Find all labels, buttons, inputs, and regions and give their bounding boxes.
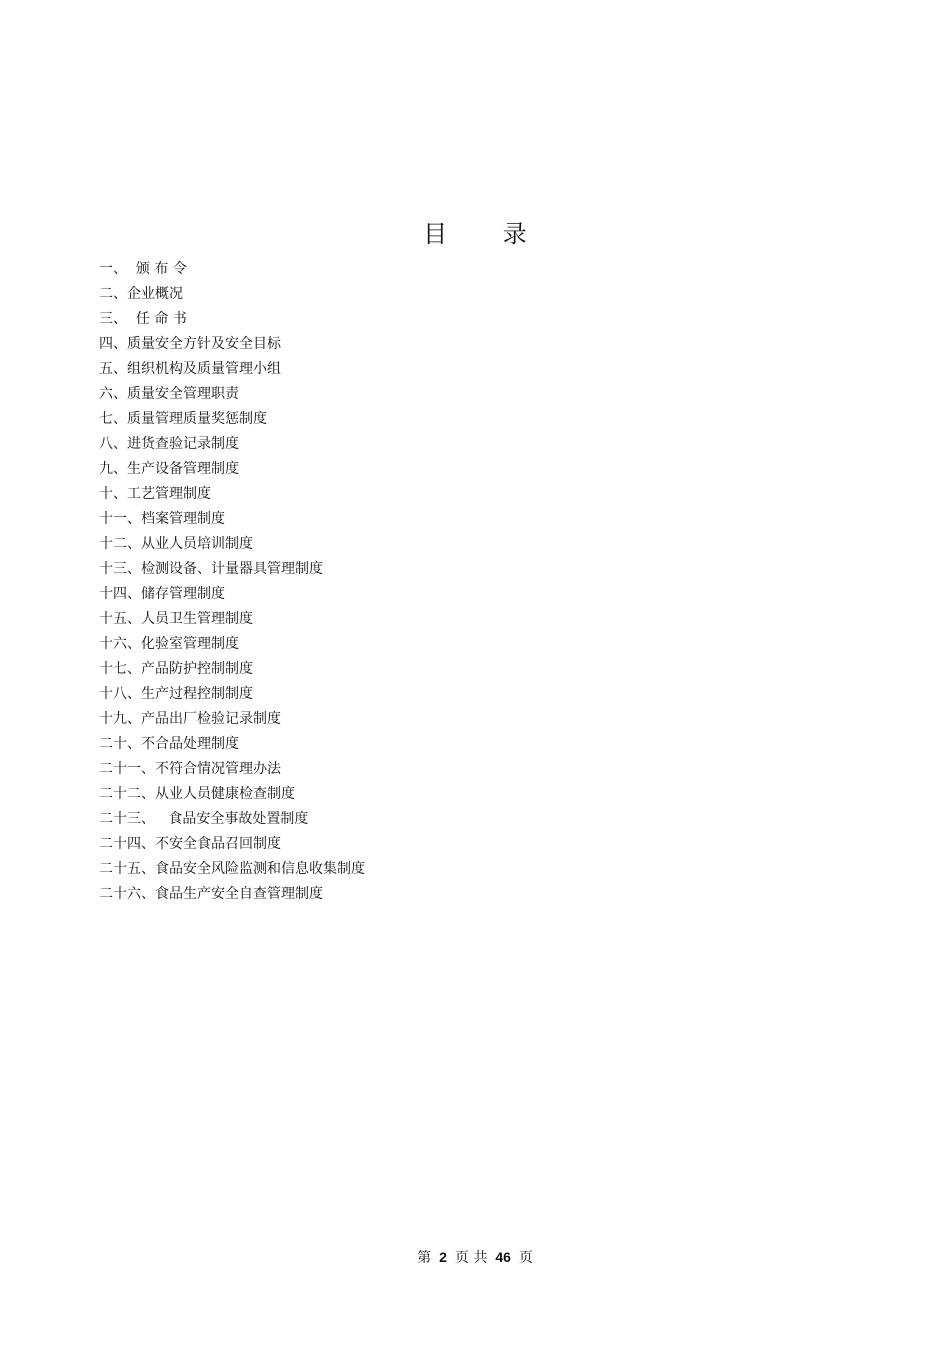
toc-item: 十、工艺管理制度	[99, 486, 211, 502]
toc-item: 一、 颁 布 令	[99, 261, 187, 277]
toc-item: 十七、产品防护控制制度	[99, 661, 253, 677]
toc-item: 二、企业概况	[99, 286, 183, 302]
footer-middle: 页 共	[454, 1250, 488, 1266]
toc-item: 十四、储存管理制度	[99, 586, 225, 602]
page-footer	[0, 1247, 950, 1267]
toc-item: 十五、人员卫生管理制度	[99, 611, 253, 627]
toc-item: 九、生产设备管理制度	[99, 461, 239, 477]
toc-item: 五、组织机构及质量管理小组	[99, 361, 281, 377]
toc-item: 二十、不合品处理制度	[99, 736, 239, 752]
toc-item: 十三、检测设备、计量器具管理制度	[99, 561, 323, 577]
toc-list	[99, 257, 365, 907]
toc-item: 四、质量安全方针及安全目标	[99, 336, 281, 352]
toc-item: 三、 任 命 书	[99, 311, 187, 327]
toc-item: 十九、产品出厂检验记录制度	[99, 711, 281, 727]
current-page-number: 2	[439, 1249, 447, 1265]
toc-item: 十二、从业人员培训制度	[99, 536, 253, 552]
toc-item: 十六、化验室管理制度	[99, 636, 239, 652]
toc-item: 二十五、食品安全风险监测和信息收集制度	[99, 861, 365, 877]
toc-item: 二十三、 食品安全事故处置制度	[99, 811, 309, 827]
toc-item: 七、质量管理质量奖惩制度	[99, 411, 267, 427]
footer-prefix: 第	[417, 1250, 432, 1266]
toc-item: 八、进货查验记录制度	[99, 436, 239, 452]
toc-item: 二十四、不安全食品召回制度	[99, 836, 281, 852]
toc-item: 二十二、从业人员健康检查制度	[99, 786, 295, 802]
toc-item: 二十一、不符合情况管理办法	[99, 761, 281, 777]
total-pages-number: 46	[495, 1249, 511, 1265]
toc-title: 目 录	[423, 220, 551, 248]
toc-item: 十八、生产过程控制制度	[99, 686, 253, 702]
toc-item: 十一、档案管理制度	[99, 511, 225, 527]
toc-item: 二十六、食品生产安全自查管理制度	[99, 886, 323, 902]
footer-suffix: 页	[518, 1250, 533, 1266]
toc-item: 六、质量安全管理职责	[99, 386, 239, 402]
